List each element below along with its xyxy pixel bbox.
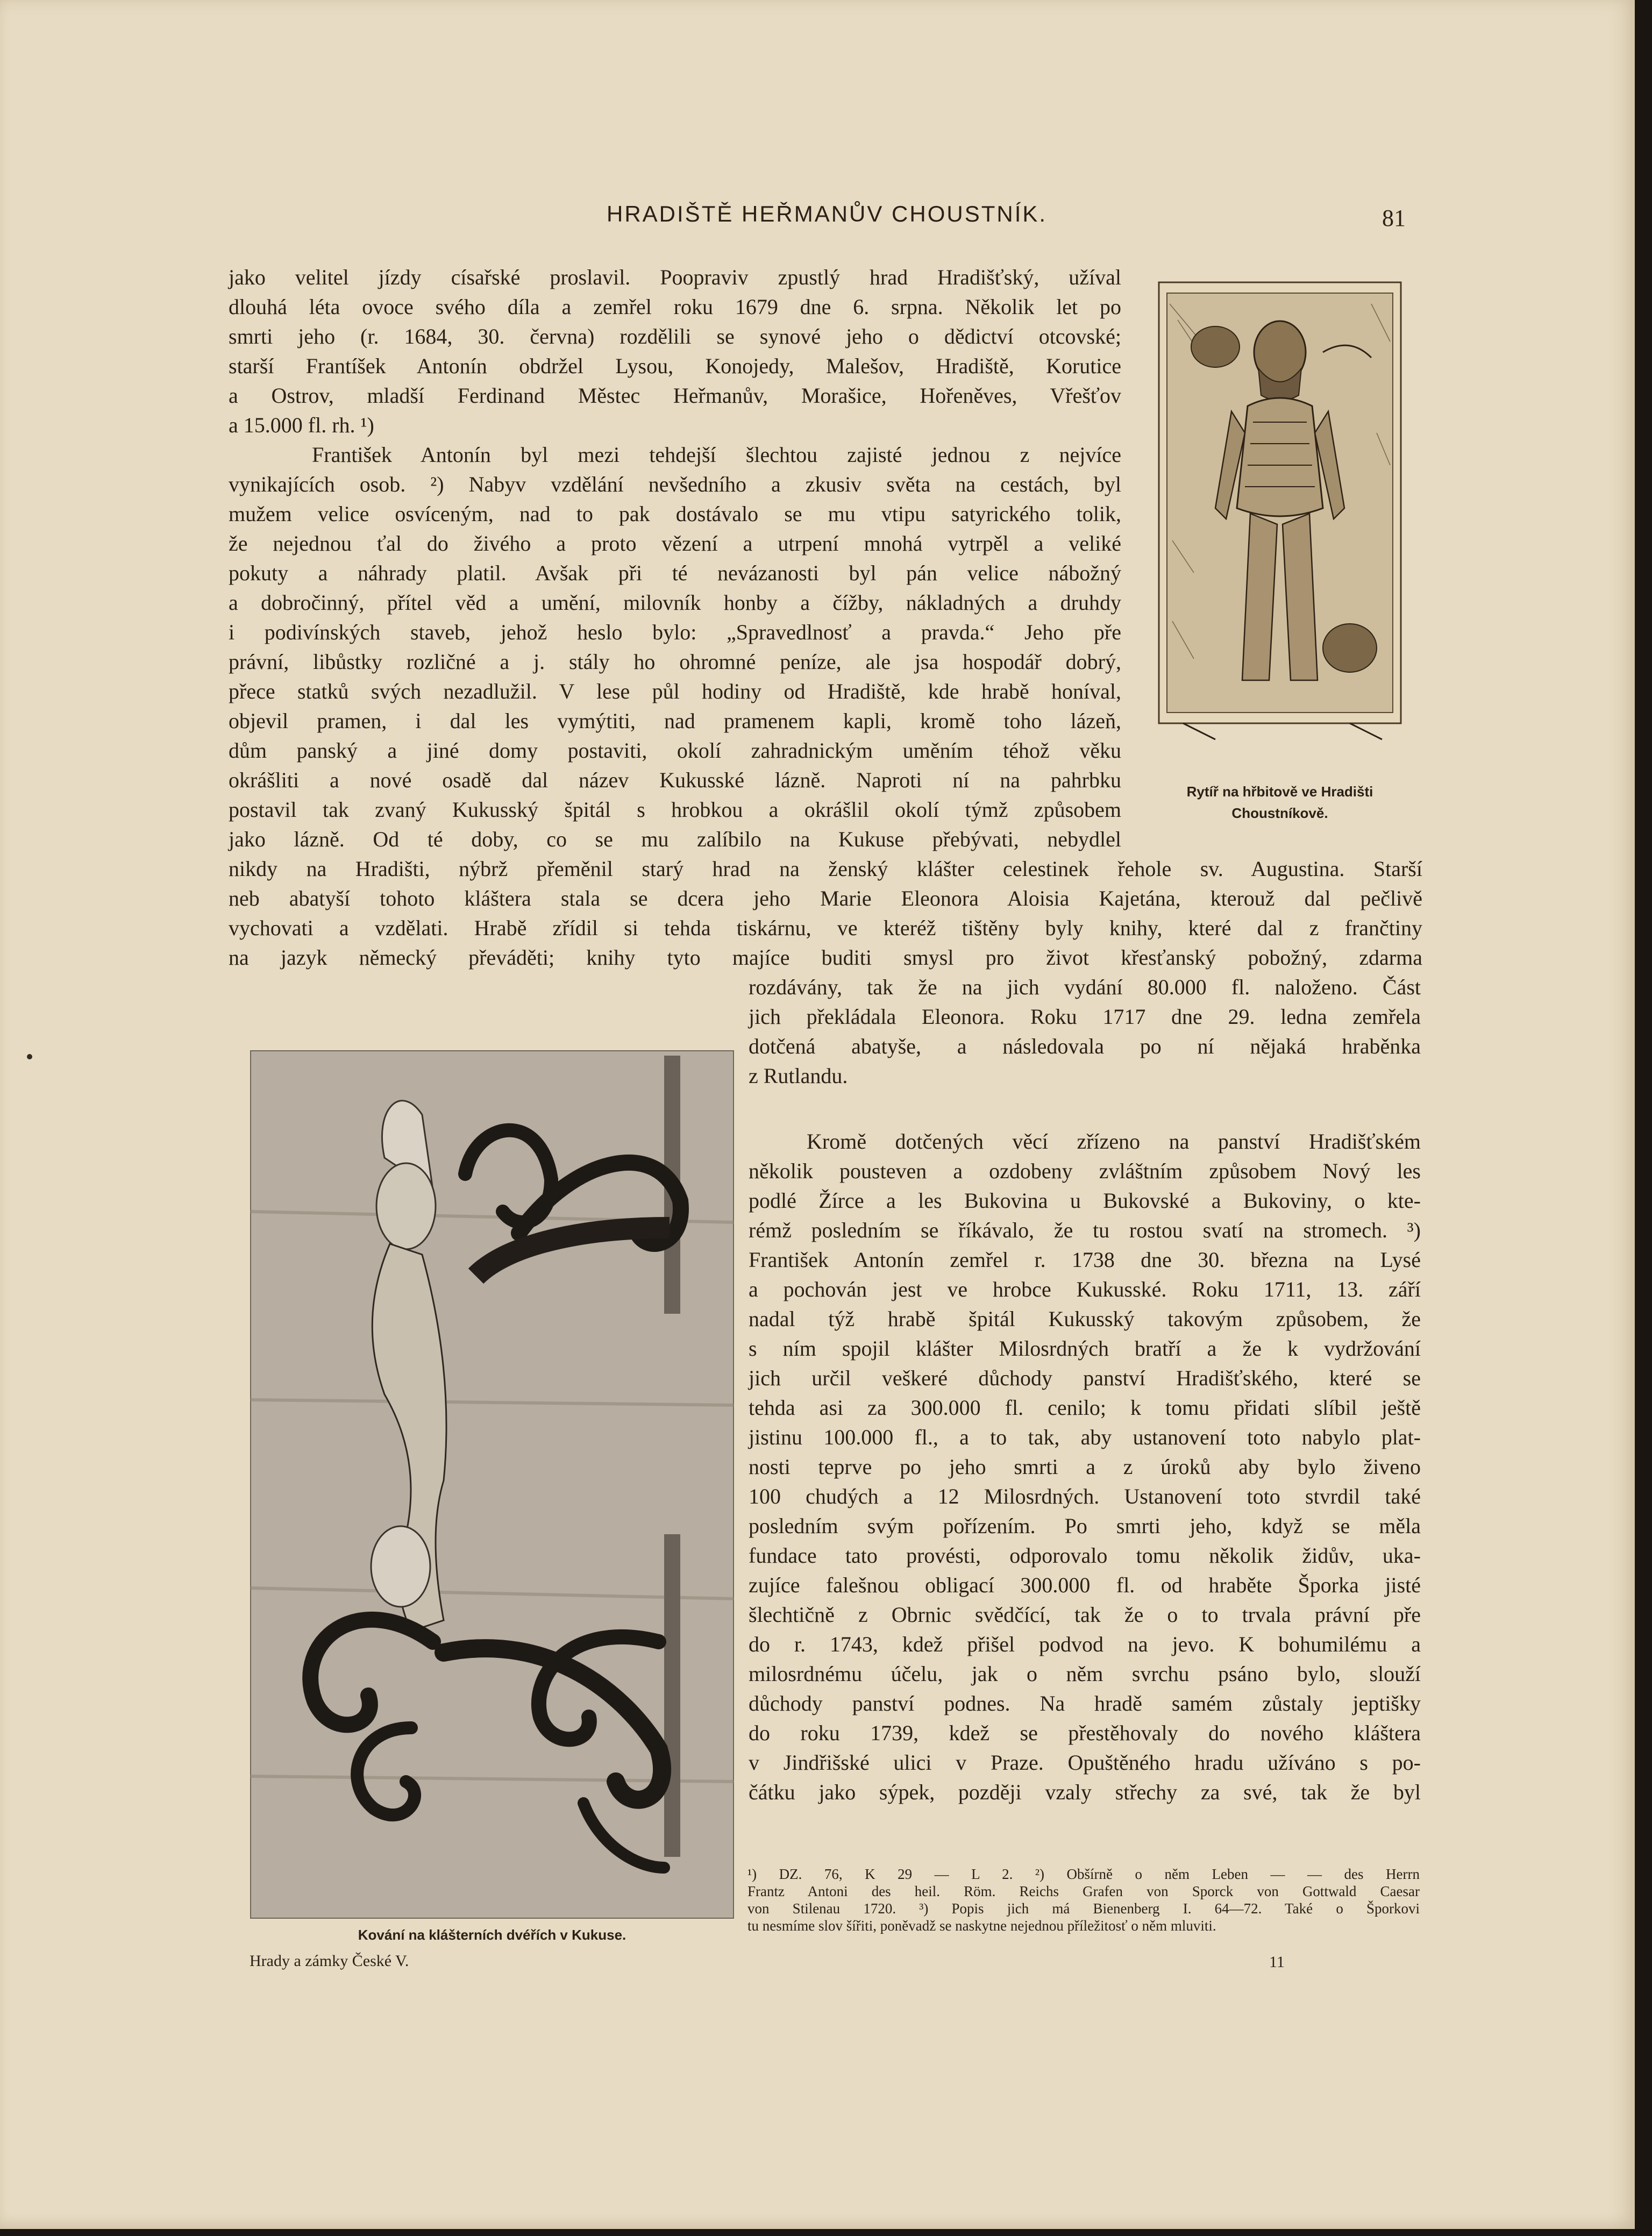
- text-line: jistinu 100.000 fl., a to tak, aby ustanovení toto nabylo plat-: [749, 1425, 1421, 1449]
- hinge-caption: Kování na klášterních dvéřích v Kukuse.: [358, 1927, 626, 1943]
- text-line: jich překládala Eleonora. Roku 1717 dne 29. ledna zemřela: [749, 1005, 1421, 1029]
- text-line: rozdávány, tak že na jich vydání 80.000 fl. naloženo. Část: [749, 975, 1421, 999]
- text-line: dům panský a jiné domy postaviti, okolí zahradnickým uměním téhož věku: [229, 738, 1121, 763]
- text-line: rémž posledním se říkávalo, že tu rostou svatí na stromech. ³): [749, 1218, 1421, 1242]
- signature-mark: 11: [1269, 1953, 1285, 1971]
- text-line: do roku 1739, kdež se přestěhovaly do nového kláštera: [749, 1721, 1421, 1745]
- footnote-line: tu nesmíme slov šířiti, poněvadž se naskytne nejednou příležitosť o něm mluviti.: [747, 1918, 1216, 1934]
- text-line: že nejednou ťal do živého a proto vězení a utrpení mnohá vytrpěl a veliké: [229, 531, 1121, 556]
- text-line: zujíce falešnou obligací 300.000 fl. od hraběte Šporka jisté: [749, 1573, 1421, 1597]
- text-line: s ním spojil klášter Milosrdných bratří a že k vydržování: [749, 1336, 1421, 1361]
- text-line: neb abatyší tohoto kláštera stala se dcera jeho Marie Eleonora Aloisia Kajetána, kterouž dal pečlivě: [229, 886, 1422, 910]
- text-line: pokuty a náhrady platil. Avšak při té nevázanosti byl pán velice nábožný: [229, 561, 1121, 585]
- text-line: do r. 1743, kdež přišel podvod na jevo. K bohumilému a: [749, 1632, 1421, 1656]
- footnote-line: ¹) DZ. 76, K 29 — L 2. ²) Obšírně o něm Leben — — des Herrn: [747, 1866, 1420, 1882]
- running-header: HRADIŠTĚ HEŘMANŮV CHOUSTNÍK.: [607, 201, 1048, 226]
- footnote-line: Frantz Antoni des heil. Röm. Reichs Grafen von Sporck von Gottwald Caesar: [747, 1883, 1420, 1899]
- text-line: důchody panství podnes. Na hradě samém zůstaly jeptišky: [749, 1691, 1421, 1715]
- text-line: smrti jeho (r. 1684, 30. června) rozdělili se synové jeho o dědictví otcovské;: [229, 324, 1121, 348]
- text-line: vychovati a vzdělati. Hrabě zřídil si tehda tiskárnu, ve kteréž tištěny byly knihy, které dal z frančtiny: [229, 916, 1422, 940]
- text-line: jich určil veškeré důchody panství Hradišťského, které se: [749, 1366, 1421, 1390]
- text-line: okrášliti a nové osadě dal název Kukusské lázně. Naproti ní na pahrbku: [229, 768, 1121, 792]
- text-line: tehda asi za 300.000 fl. cenilo; k tomu přidati slíbil ještě: [749, 1395, 1421, 1420]
- text-line: z Rutlandu.: [749, 1064, 848, 1088]
- text-line: objevil pramen, i dal les vymýtiti, nad pramenem kapli, kromě toho lázeň,: [229, 709, 1121, 733]
- text-line: podlé Žírce a les Bukovina u Bukovské a Bukoviny, o kte-: [749, 1188, 1421, 1213]
- text-line: a pochován jest ve hrobce Kukusské. Roku 1711, 13. září: [749, 1277, 1421, 1301]
- footer-book-title: Hrady a zámky České V.: [250, 1952, 409, 1970]
- text-line: a Ostrov, mladší Ferdinand Městec Heřmanův, Morašice, Hořeněves, Vřešťov: [229, 383, 1121, 408]
- text-line: a dobročinný, přítel věd a umění, milovník honby a čížby, nákladných a druhdy: [229, 590, 1121, 615]
- margin-mark: [27, 1054, 32, 1059]
- text-line: dotčená abatyše, a následovala po ní nějaká hraběnka: [749, 1034, 1421, 1058]
- text-line: starší Frantíšek Antonín obdržel Lysou, Konojedy, Malešov, Hradiště, Korutice: [229, 354, 1121, 378]
- text-line: nadal týž hrabě špitál Kukusský takovým způsobem, že: [749, 1307, 1421, 1331]
- text-line: na jazyk německý převáděti; knihy tyto majíce buditi smysl pro život křesťanský pobožný, zdarma: [229, 945, 1422, 970]
- text-line: fundace tato provésti, odporovalo tomu několik židův, uka-: [749, 1543, 1421, 1568]
- text-line: a 15.000 fl. rh. ¹): [229, 413, 374, 437]
- text-line: 100 chudých a 12 Milosrdných. Ustanovení toto stvrdil také: [749, 1484, 1421, 1508]
- text-line: František Antonín zemřel r. 1738 dne 30. března na Lysé: [749, 1248, 1421, 1272]
- text-line: v Jindřišské ulici v Praze. Opuštěného hradu užíváno s po-: [749, 1750, 1421, 1775]
- text-line: Kromě dotčených věcí zřízeno na panství Hradišťském: [807, 1129, 1421, 1153]
- iron-hinge-photo: [250, 1050, 734, 1919]
- text-line: šlechtičně z Obrnic svědčící, tak že o to trvala právní pře: [749, 1603, 1421, 1627]
- text-line: čátku jako sýpek, později vzaly střechy za své, tak že byl: [749, 1780, 1421, 1804]
- text-line: nosti teprve po jeho smrti a z úroků aby bylo živeno: [749, 1455, 1421, 1479]
- text-line: nikdy na Hradišti, nýbrž přeměnil starý hrad na ženský klášter celestinek řehole sv. Augustina. Starší: [229, 857, 1422, 881]
- knight-caption-line2: Choustníkově.: [1231, 805, 1328, 821]
- text-line: jako velitel jízdy císařské proslavil. Poopraviv zpustlý hrad Hradišťský, užíval: [229, 265, 1121, 289]
- text-line: vynikajících osob. ²) Nabyv vzdělání nevšedního a zkusiv světa na cestách, byl: [229, 472, 1121, 496]
- text-line: posledním svým pořízením. Po smrti jeho, když se měla: [749, 1514, 1421, 1538]
- footnote-line: von Stilenau 1720. ³) Popis jich má Bienenberg I. 64—72. Také o Šporkovi: [747, 1900, 1420, 1917]
- text-line: milosrdnému účelu, jak o něm svrchu psáno bylo, slouží: [749, 1662, 1421, 1686]
- page-number: 81: [1382, 205, 1406, 231]
- text-line: mužem velice osvíceným, nad to pak dostávalo se mu vtipu satyrického tolik,: [229, 502, 1121, 526]
- text-line: i podivínských staveb, jehož heslo bylo: „Spravedlnosť a pravda.“ Jeho pře: [229, 620, 1121, 644]
- text-line: jako lázně. Od té doby, co se mu zalíbilo na Kukuse přebývati, nebydlel: [229, 827, 1121, 851]
- text-line: postavil tak zvaný Kukusský špitál s hrobkou a okrášlil okolí týmž způsobem: [229, 797, 1121, 822]
- knight-caption-line1: Rytíř na hřbitově ve Hradišti: [1186, 784, 1373, 800]
- knight-tombstone-illustration: [1145, 272, 1414, 750]
- text-line: František Antonín byl mezi tehdejší šlechtou zajisté jednou z nejvíce: [312, 443, 1121, 467]
- text-line: dlouhá léta ovoce svého díla a zemřel roku 1679 dne 6. srpna. Několik let po: [229, 295, 1121, 319]
- text-line: právní, libůstky rozličné a j. stály ho ohromné peníze, ale jsa hospodář dobrý,: [229, 650, 1121, 674]
- text-line: přece statků svých nezadlužil. V lese půl hodiny od Hradiště, kde hrabě honíval,: [229, 679, 1121, 703]
- text-line: několik pousteven a ozdobeny zvláštním způsobem Nový les: [749, 1159, 1421, 1183]
